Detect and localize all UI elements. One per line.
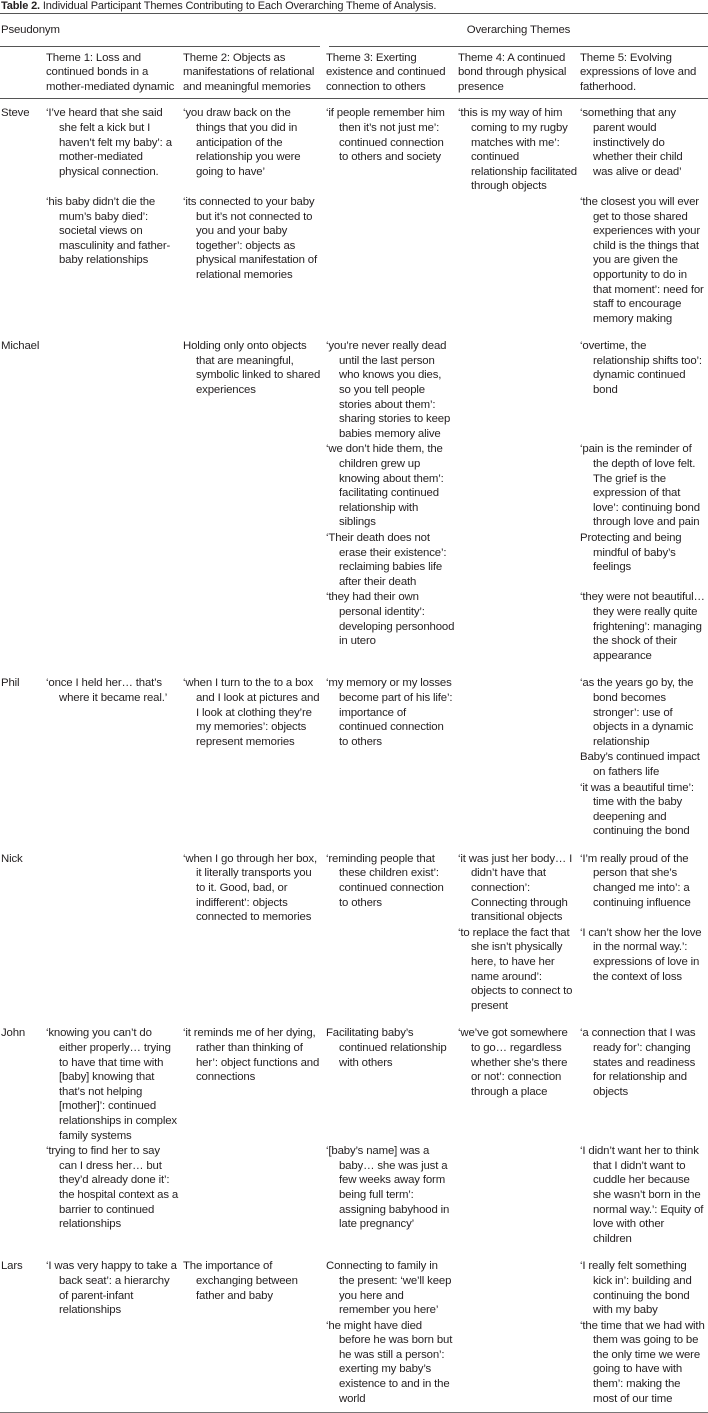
- theme-3-cell: [326, 669, 458, 750]
- theme-1-cell: [46, 590, 183, 669]
- table-row: [0, 750, 708, 780]
- theme-5-cell: [580, 99, 708, 195]
- table-row: [0, 781, 708, 845]
- theme-3-cell: [326, 1319, 458, 1413]
- theme-5-cell: [580, 1019, 708, 1144]
- theme-2-cell: [183, 669, 326, 750]
- theme-4-cell: [458, 442, 580, 531]
- theme-text: ‘my memory or my losses become part of his life’: importance of continued connection to others: [326, 677, 453, 748]
- table-row: [0, 531, 708, 590]
- table-body: [0, 99, 708, 1413]
- theme-text: ‘to replace the fact that she isn’t physically here, to have her name around’: objects to connect to present: [458, 926, 573, 1012]
- theme-text: ‘as the years go by, the bond becomes stronger’: use of objects in a dynamic relationship: [580, 677, 694, 748]
- theme-5-cell: [580, 195, 708, 332]
- theme-2-cell: [183, 750, 326, 780]
- theme-4-cell: [458, 332, 580, 442]
- theme-text: ‘overtime, the relationship shifts too’: dynamic continued bond: [580, 340, 702, 397]
- theme-text: ‘Their death does not erase their existence’: reclaiming babies life after their death: [326, 532, 447, 588]
- theme-5-cell: [580, 531, 708, 590]
- pseudonym-cell: [0, 531, 46, 590]
- pseudonym-cell: John: [1, 1027, 26, 1040]
- table-row: [0, 195, 708, 332]
- theme-1-cell: [46, 669, 183, 750]
- theme-4-cell: [458, 1144, 580, 1252]
- table-label: Table 2.: [1, 0, 40, 12]
- theme-3-cell: [326, 750, 458, 780]
- theme-text: ‘it was a beautiful time’: time with the baby deepening and continuing the bond: [580, 781, 694, 838]
- theme-2-cell: [183, 781, 326, 845]
- theme-1-cell: [46, 1144, 183, 1252]
- theme-2-cell: [183, 845, 326, 926]
- pseudonym-cell: [0, 442, 46, 531]
- pseudonym-cell: [0, 195, 46, 332]
- theme-text: ‘they had their own personal identity’: developing personhood in utero: [326, 591, 455, 648]
- table-row: [0, 669, 708, 750]
- theme-5-cell: [580, 442, 708, 531]
- pseudonym-cell: Lars: [1, 1260, 23, 1273]
- theme-3-cell: [326, 1144, 458, 1252]
- table-title: Individual Participant Themes Contributing to Each Overarching Theme of Analysis.: [42, 0, 437, 12]
- theme-3-header: Theme 3: Exerting existence and continued connection to others: [326, 47, 458, 99]
- theme-2-cell: [183, 1319, 326, 1413]
- theme-3-cell: [326, 1019, 458, 1144]
- theme-5-cell: [580, 590, 708, 669]
- theme-4-cell: [458, 926, 580, 1020]
- theme-1-cell: [46, 442, 183, 531]
- pseudonym-cell: [0, 926, 46, 1020]
- theme-text: ‘the time that we had with them was going to be the only time we were going to have with them’: making the most of our time: [580, 1319, 705, 1405]
- theme-2-cell: [183, 1019, 326, 1144]
- theme-text: ‘when I go through her box, it literally transports you to it. Good, bad, or indifferent’: objects connected to memories: [183, 852, 317, 924]
- theme-1-cell: [46, 1252, 183, 1318]
- theme-4-cell: [458, 195, 580, 332]
- theme-4-cell: [458, 669, 580, 750]
- theme-text: ‘he might have died before he was born but he was still a person’: exerting my baby’s existence to and in the world: [326, 1319, 453, 1405]
- theme-text: Protecting and being mindful of baby’s feelings: [580, 532, 682, 574]
- theme-1-cell: [46, 332, 183, 442]
- theme-2-cell: [183, 442, 326, 531]
- theme-1-cell: [46, 531, 183, 590]
- table-row: [0, 845, 708, 926]
- pseudonym-cell: [0, 750, 46, 780]
- table-row: [0, 1144, 708, 1252]
- theme-3-cell: [326, 332, 458, 442]
- theme-4-cell: [458, 531, 580, 590]
- theme-2-cell: [183, 1252, 326, 1318]
- theme-text: ‘if people remember him then it’s not just me’: continued connection to others and society: [326, 107, 445, 164]
- theme-text: ‘we’ve got somewhere to go… regardless whether she’s there or not’: connection through a place: [458, 1027, 568, 1098]
- theme-text: ‘[baby’s name] was a baby… she was just a few weeks away form being full term’: assigning babyhood in late pregnancy’: [326, 1145, 450, 1231]
- theme-4-cell: [458, 781, 580, 845]
- theme-1-header: Theme 1: Loss and continued bonds in a mother-mediated dynamic: [46, 47, 183, 99]
- pseudonym-cell: Nick: [1, 852, 23, 865]
- theme-4-cell: [458, 1252, 580, 1318]
- theme-1-cell: [46, 99, 183, 195]
- theme-4-cell: [458, 845, 580, 926]
- pseudonym-header: [0, 14, 326, 47]
- theme-4-cell: [458, 750, 580, 780]
- pseudonym-cell: [0, 1144, 46, 1252]
- theme-text: ‘I really felt something kick in’: building and continuing the bond with my baby: [580, 1260, 692, 1317]
- theme-1-cell: [46, 1319, 183, 1413]
- theme-text: ‘pain is the reminder of the depth of love felt. The grief is the expression of that love’: continuing bond through love and pain: [580, 443, 700, 529]
- theme-text: Holding only onto objects that are meaningful, symbolic linked to shared experiences: [183, 340, 321, 397]
- theme-text: ‘something that any parent would instinctively do whether their child was alive or dead’: [580, 107, 683, 178]
- theme-text: ‘his baby didn’t die the mum’s baby died’: societal views on masculinity and father-baby relationships: [46, 195, 171, 267]
- theme-3-cell: [326, 845, 458, 926]
- table-row: [0, 1019, 708, 1144]
- theme-1-cell: [46, 781, 183, 845]
- theme-4-cell: [458, 1319, 580, 1413]
- table-row: [0, 926, 708, 1020]
- theme-text: ‘this is my way of him coming to my rugby matches with me’: continued relationship facilitated through objects: [458, 107, 577, 193]
- theme-text: ‘I’ve heard that she said she felt a kick but I haven’t felt my baby’: a mother-mediated physical connection.: [46, 107, 172, 178]
- theme-5-cell: [580, 845, 708, 926]
- theme-text: ‘they were not beautiful… they were really quite frightening’: managing the shock of their appearance: [580, 591, 705, 662]
- theme-5-cell: [580, 1319, 708, 1413]
- theme-text: ‘once I held her… that’s where it became real.’: [46, 677, 168, 704]
- pseudonym-cell: Michael: [1, 340, 40, 353]
- theme-text: ‘the closest you will ever get to those shared experiences with your child is the things that you are given the opportunity to do in that moment’: need for staff to encourage memory making: [580, 195, 704, 325]
- theme-text: ‘a connection that I was ready for’: changing states and readiness for relationship and objects: [580, 1027, 696, 1098]
- theme-2-cell: [183, 590, 326, 669]
- theme-3-cell: [326, 442, 458, 531]
- theme-text: ‘I can’t show her the love in the normal way.’: expressions of love in the context of loss: [580, 926, 702, 983]
- theme-2-header: Theme 2: Objects as manifestations of relational and meaningful memories: [183, 47, 326, 99]
- pseudonym-col-header: [0, 47, 46, 99]
- theme-2-cell: [183, 332, 326, 442]
- theme-3-cell: [326, 99, 458, 195]
- theme-1-cell: [46, 750, 183, 780]
- theme-text: Facilitating baby’s continued relationship with others: [326, 1027, 447, 1069]
- theme-3-cell: [326, 781, 458, 845]
- theme-2-cell: [183, 195, 326, 332]
- table-row: [0, 590, 708, 669]
- theme-text: ‘its connected to your baby but it’s not connected to you and your baby together’: objects as physical manifestation of relational memories: [183, 195, 317, 281]
- theme-3-cell: [326, 531, 458, 590]
- theme-5-cell: [580, 750, 708, 780]
- pseudonym-cell: [0, 781, 46, 845]
- theme-3-cell: [326, 590, 458, 669]
- theme-2-cell: [183, 531, 326, 590]
- theme-2-cell: [183, 1144, 326, 1252]
- theme-5-cell: [580, 1252, 708, 1318]
- theme-text: ‘when I turn to the to a box and I look at pictures and I look at clothing they’re my memories’: objects represent memories: [183, 677, 320, 748]
- theme-5-cell: [580, 781, 708, 845]
- theme-1-cell: [46, 845, 183, 926]
- theme-3-cell: [326, 195, 458, 332]
- theme-text: ‘you draw back on the things that you did in anticipation of the relationship you were going to have’: [183, 107, 301, 178]
- theme-text: ‘reminding people that these children exist’: continued connection to others: [326, 852, 444, 909]
- theme-4-cell: [458, 1019, 580, 1144]
- theme-text: ‘it was just her body… I didn’t have that connection’: Connecting through transitional objects: [458, 852, 573, 924]
- theme-text: Connecting to family in the present: ‘we’ll keep you here and remember you here’: [326, 1260, 452, 1317]
- pseudonym-cell: Phil: [1, 677, 20, 690]
- table-caption: [0, 0, 708, 13]
- theme-1-cell: [46, 926, 183, 1020]
- theme-text: ‘trying to find her to say can I dress her… but they’d already done it’: the hospital context as a barrier to continued relationships: [46, 1145, 179, 1231]
- theme-4-cell: [458, 99, 580, 195]
- theme-text: ‘I’m really proud of the person that she’s changed me into’: a continuing influence: [580, 852, 691, 909]
- theme-1-cell: [46, 1019, 183, 1144]
- theme-text: ‘it reminds me of her dying, rather than thinking of her’: object functions and connections: [183, 1027, 320, 1084]
- theme-text: The importance of exchanging between father and baby: [183, 1260, 298, 1302]
- theme-text: ‘we don’t hide them, the children grew up knowing about them’: facilitating continued relationship with siblings: [326, 443, 444, 529]
- table-row: [0, 442, 708, 531]
- theme-2-cell: [183, 99, 326, 195]
- theme-3-cell: [326, 1252, 458, 1318]
- theme-5-cell: [580, 926, 708, 1020]
- theme-text: ‘I was very happy to take a back seat’: a hierarchy of parent-infant relationships: [46, 1260, 177, 1317]
- theme-5-cell: [580, 669, 708, 750]
- theme-4-header: Theme 4: A continued bond through physical presence: [458, 47, 580, 99]
- table-row: [0, 99, 708, 195]
- theme-4-cell: [458, 590, 580, 669]
- theme-3-cell: [326, 926, 458, 1020]
- theme-text: ‘knowing you can’t do either properly… trying to have that time with [baby] knowing that that’s not helping [mother]’: continued relationships in complex family systems: [46, 1027, 177, 1142]
- overarching-label: Overarching Themes: [329, 23, 708, 47]
- themes-table: [0, 14, 708, 1413]
- theme-5-cell: [580, 1144, 708, 1252]
- theme-2-cell: [183, 926, 326, 1020]
- pseudonym-cell: [0, 590, 46, 669]
- table-row: [0, 1319, 708, 1413]
- pseudonym-label: Pseudonym: [0, 23, 320, 47]
- theme-5-header: Theme 5: Evolving expressions of love and fatherhood.: [580, 47, 708, 99]
- pseudonym-cell: [0, 1319, 46, 1413]
- overarching-themes-header: [326, 14, 708, 47]
- table-row: [0, 1252, 708, 1318]
- theme-1-cell: [46, 195, 183, 332]
- theme-text: ‘you’re never really dead until the last person who knows you dies, so you tell people stories about them’: sharing stories to keep babies memory alive: [326, 340, 451, 440]
- theme-5-cell: [580, 332, 708, 442]
- theme-text: Baby’s continued impact on fathers life: [580, 751, 700, 778]
- theme-text: ‘I didn’t want her to think that I didn’t want to cuddle her because she wasn’t born in the normal way.’: Equity of love with other children: [580, 1145, 704, 1245]
- pseudonym-cell: Steve: [1, 107, 30, 120]
- table-row: [0, 332, 708, 442]
